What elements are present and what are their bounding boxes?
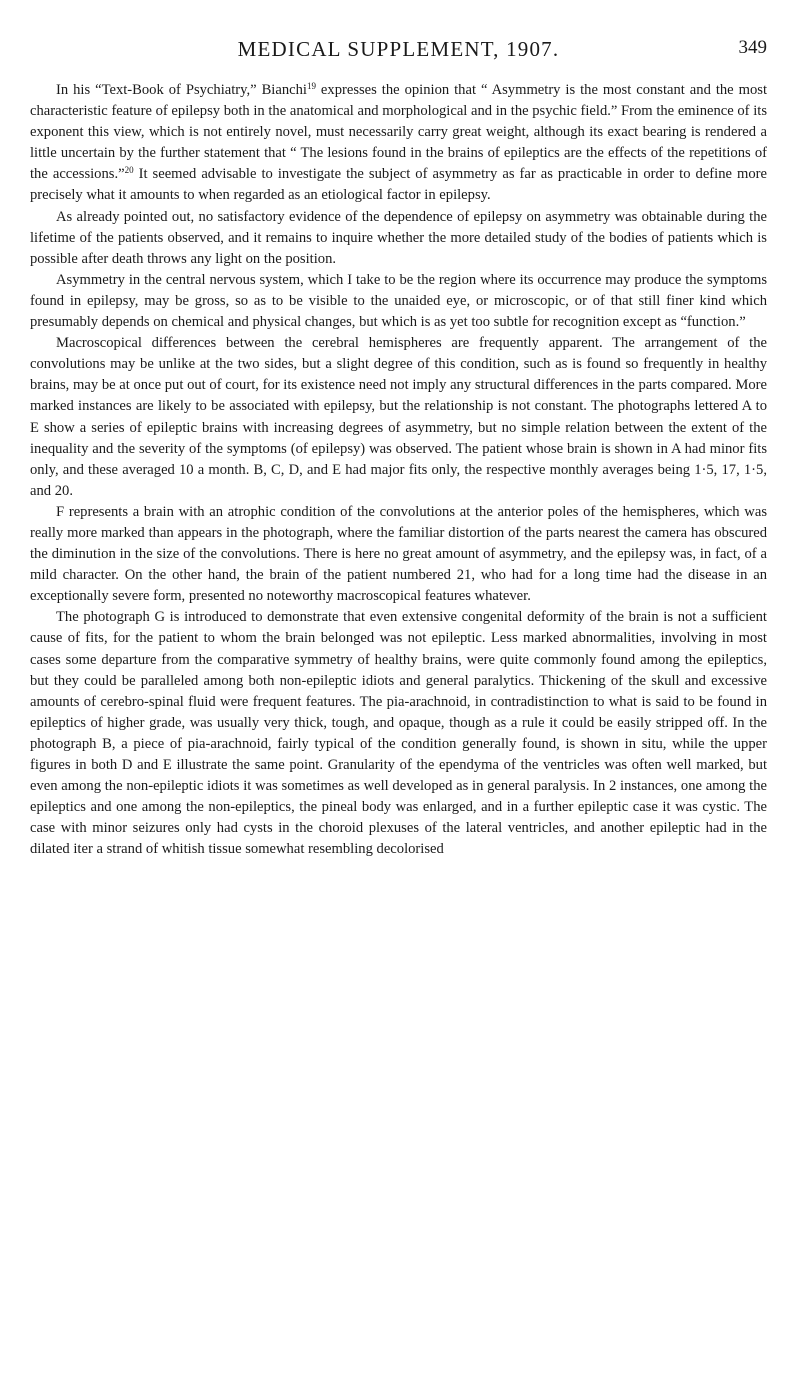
paragraph-photo-g: The photograph G is introduced to demonstrate that even extensive congenital deformity of the brain is not a sufficient cause of fits, for the patient to whom the brain belonged was not epileptic. Less marked abnormalities, involving in most cases some departure from the comparative symmetry of healthy brains, were quite commonly found among the epileptics, but they could be paralleled among both non-epileptic idiots and general paralytics. Thickening of the skull and excessive amounts of cerebro-spinal fluid were frequent features. The pia-arachnoid, in contradistinction to what is said to be found in epileptics of higher grade, was usually very thick, tough, and opaque, though as a rule it could be easily stripped off. In the photograph B, a piece of pia-arachnoid, fairly typical of the condition generally found, is shown in situ, while the upper figures in both D and E illustrate the same point. Granularity of the ependyma of the ventricles was often well marked, but even among the non-epileptic idiots it was sometimes as well developed as in general paralysis. In 2 instances, one among the epileptics and one among the non-epileptics, the pineal body was enlarged, and in a further epileptic case it was cystic. The case with minor seizures only had cysts in the choroid plexuses of the lateral ventricles, and another epileptic had in the dilated iter a strand of whitish tissue somewhat resembling decolorised <box>30 609 767 858</box>
paragraph-macroscopical: Macroscopical differences between the cerebral hemispheres are frequently apparent. The arrangement of the convolutions may be unlike at the two sides, but a slight degree of this condition, such as is found so frequently in healthy brains, may be at once put out of court, for its existence need not imply any structural differences in the parts compared. More marked instances are likely to be associated with epilepsy, but the relationship is not constant. The photographs lettered A to E show a series of epileptic brains with increasing degrees of asymmetry, but no simple relation between the extent of the inequality and the severity of the symptoms (of epilepsy) was observed. The patient whose brain is shown in A had minor fits only, and these averaged 10 a month. B, C, D, and E had major fits only, the respective monthly averages being 1·5, 17, 1·5, and 20. <box>30 335 767 499</box>
page-number: 349 <box>738 37 767 58</box>
article-body <box>30 80 767 1367</box>
paragraph-asymmetry: Asymmetry in the central nervous system, which I take to be the region where its occurrence may produce the symptoms found in epilepsy, may be gross, so as to be visible to the unaided eye, or microscopic, or of that still finer kind which presumably depends on chemical and physical changes, but which is as yet too subtle for recognition except as “function.” <box>30 271 767 331</box>
paragraph-text: It seemed advisable to investigate the subject of asymmetry as far as practicable in order to define more precisely what it amounts to when regarded as an etiological factor in epilepsy. <box>30 166 767 204</box>
paragraph-photo-f: F represents a brain with an atrophic condition of the convolutions at the anterior poles of the hemispheres, which was really more marked than appears in the photograph, where the familiar distortion of the parts nearest the camera has obscured the diminution in the size of the convolutions. There is here no great amount of asymmetry, and the epilepsy was, in fact, of a mild character. On the other hand, the brain of the patient numbered 21, who had for a long time had the disease in an exceptionally severe form, presented no noteworthy macroscopical features whatever. <box>30 503 767 605</box>
running-head <box>30 0 767 60</box>
footnote-ref: 19 <box>306 81 316 91</box>
running-title: MEDICAL SUPPLEMENT, 1907. <box>237 37 560 61</box>
paragraph-text: expresses the opinion that “ Asymmetry is the most constant and the most characteristic feature of epilepsy both in the anatomical and morphological and in the psychic field.” From the eminence of its exponent this view, which is not entirely novel, must necessarily carry great weight, although its exact bearing is rendered a little uncertain by the further statement that “ The lesions found in the brains of epileptics are the effects of the repetitions of the accessions.” <box>30 82 767 183</box>
footnote-ref: 20 <box>124 165 134 176</box>
paragraph-text: In his “Text-Book of Psychiatry,” Bianchi <box>56 82 307 98</box>
paragraph-bianchi-quote <box>30 80 767 207</box>
paragraph-evidence: As already pointed out, no satisfactory evidence of the dependence of epilepsy on asymmetry was obtainable during the lifetime of the patients observed, and it remains to inquire whether the more detailed study of the bodies of patients which is possible after death throws any light on the position. <box>30 208 767 267</box>
